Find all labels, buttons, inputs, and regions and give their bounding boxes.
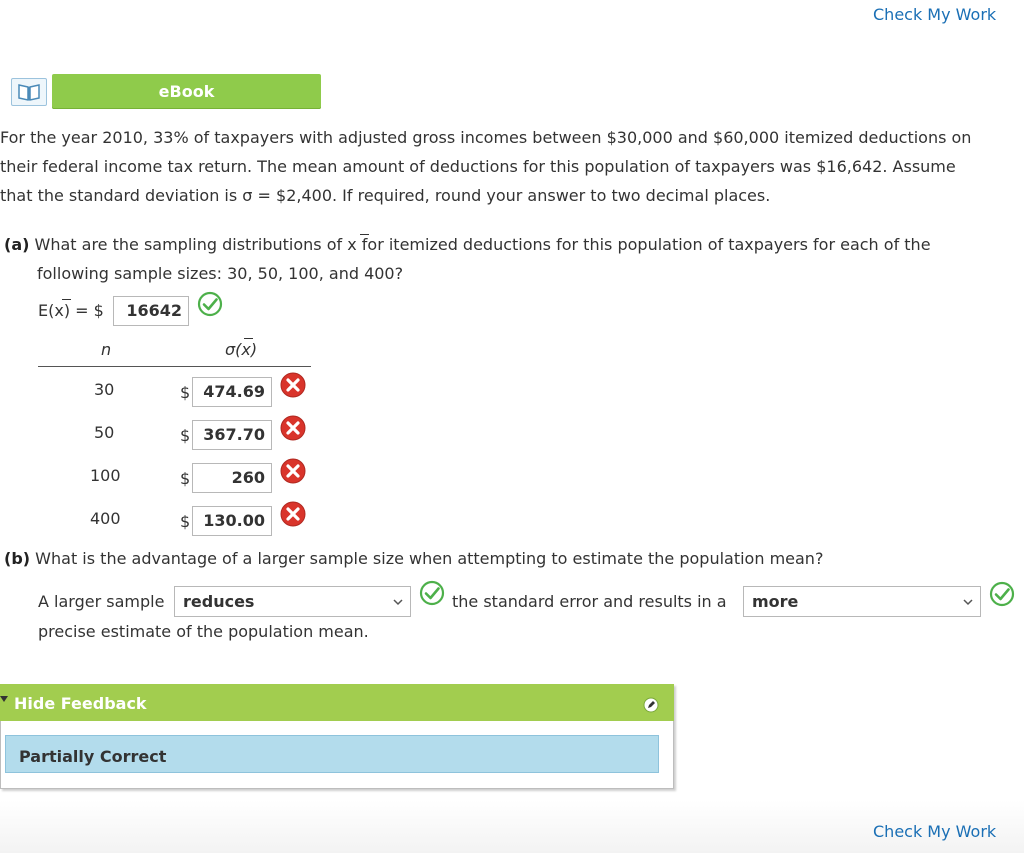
row-currency: $ [180,512,191,531]
problem-line-1: For the year 2010, 33% of taxpayers with adjusted gross incomes between $30,000 and $60,000 itemized deductions on [0,128,972,147]
caret-down-icon[interactable] [0,694,8,704]
ex-label: E(x) = $ [38,301,104,320]
table-divider [38,366,311,367]
row-currency: $ [180,383,191,402]
incorrect-x-icon [279,457,307,485]
row-n-50: 50 [94,423,115,442]
sigma-input-30[interactable]: 474.69 [192,377,272,407]
incorrect-x-icon [279,371,307,399]
part-a-label: (a) [4,235,30,254]
incorrect-x-icon [279,414,307,442]
row-currency: $ [180,426,191,445]
sigma-input-50[interactable]: 367.70 [192,420,272,450]
correct-check-icon [419,580,445,606]
problem-line-2: their federal income tax return. The mean amount of deductions for this population of taxpayers was $16,642. Assume [0,157,956,176]
part-a-question [4,230,1004,288]
row-currency: $ [180,469,191,488]
book-icon[interactable] [11,78,47,106]
check-my-work-link-bottom[interactable]: Check My Work [873,822,997,841]
problem-line-3: that the standard deviation is σ = $2,400. If required, round your answer to two decimal places. [0,186,771,205]
column-n-header: n [101,340,112,359]
part-a-line-1: What are the sampling distributions of x for itemized deductions for this population of taxpayers for each of the [34,235,931,254]
row-n-100: 100 [90,466,121,485]
edit-icon[interactable] [643,697,659,713]
xbar-overline [360,234,369,235]
part-b-suffix: precise estimate of the population mean. [38,622,369,641]
advantage-select-2[interactable] [743,586,981,617]
feedback-result-text: Partially Correct [19,747,167,766]
footer-band [0,800,1024,853]
ex-overline [62,299,71,300]
advantage-select-1[interactable] [174,586,411,617]
chevron-down-icon [392,596,404,608]
part-a-line-2: following sample sizes: 30, 50, 100, and 400? [37,264,404,283]
part-b-label: (b) [4,549,31,568]
ebook-button[interactable]: eBook [52,74,321,109]
part-b-middle: the standard error and results in a [452,592,727,611]
chevron-down-icon [962,596,974,608]
row-n-30: 30 [94,380,115,399]
select-1-value: reduces [183,592,255,611]
part-b-text: What is the advantage of a larger sample size when attempting to estimate the population mean? [35,549,824,568]
expected-value-input[interactable]: 16642 [113,296,189,326]
correct-check-icon [989,581,1015,607]
check-my-work-link-top[interactable]: Check My Work [873,5,997,24]
hide-feedback-toggle[interactable]: Hide Feedback [14,694,147,713]
problem-statement [0,123,1015,210]
column-sigma-header: σ(x) [225,340,258,359]
sigma-overline [244,338,253,339]
row-n-400: 400 [90,509,121,528]
incorrect-x-icon [279,500,307,528]
correct-check-icon [197,291,223,317]
sigma-input-400[interactable]: 130.00 [192,506,272,536]
part-b-prefix: A larger sample [38,592,165,611]
sigma-input-100[interactable]: 260 [192,463,272,493]
part-b-question [4,549,1004,568]
select-2-value: more [752,592,799,611]
